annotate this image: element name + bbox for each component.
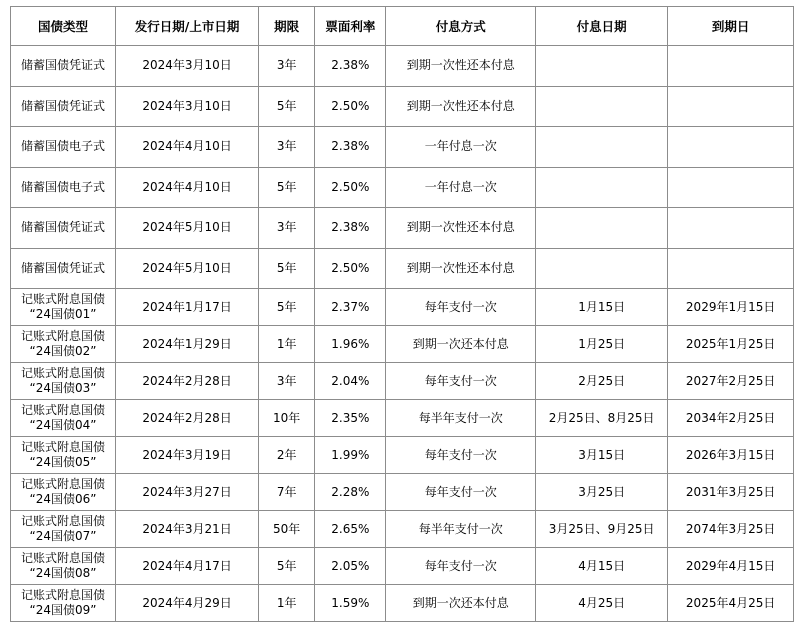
- bond-type-cell: [11, 248, 116, 289]
- issue-date-cell: 2024年4月29日: [115, 585, 258, 622]
- maturity-date-cell: [668, 86, 794, 127]
- bond-type-name: 储蓄国债凭证式: [20, 260, 105, 275]
- header-term: 期限: [259, 7, 315, 46]
- term-cell: 3年: [259, 208, 315, 249]
- bond-type-name: 记账式附息国债: [20, 514, 105, 528]
- issue-date-cell: 2024年2月28日: [115, 400, 258, 437]
- bond-type-name: 记账式附息国债: [20, 440, 105, 454]
- bond-short-name: “24国债09”: [29, 603, 97, 617]
- payment-method-cell: 到期一次性还本付息: [386, 208, 536, 249]
- payment-method-cell: 每年支付一次: [386, 548, 536, 585]
- bond-short-name: “24国债05”: [29, 455, 97, 469]
- table-row: [11, 248, 794, 289]
- table-row: [11, 326, 794, 363]
- coupon-rate-cell: 2.50%: [315, 167, 386, 208]
- bond-type-name: 记账式附息国债: [20, 477, 105, 491]
- coupon-rate-cell: 2.38%: [315, 46, 386, 87]
- bond-type-name: 记账式附息国债: [20, 403, 105, 417]
- table-row: [11, 289, 794, 326]
- term-cell: 1年: [259, 585, 315, 622]
- table-row: [11, 86, 794, 127]
- payment-date-cell: 4月15日: [536, 548, 668, 585]
- bond-short-name: “24国债02”: [29, 344, 97, 358]
- bond-short-name: “24国债06”: [29, 492, 97, 506]
- header-maturity-date: 到期日: [668, 7, 794, 46]
- term-cell: 5年: [259, 548, 315, 585]
- term-cell: 50年: [259, 511, 315, 548]
- coupon-rate-cell: 1.99%: [315, 437, 386, 474]
- bond-short-name: “24国债01”: [29, 307, 97, 321]
- bond-type-cell: [11, 548, 116, 585]
- payment-method-cell: 每年支付一次: [386, 363, 536, 400]
- bond-type-cell: [11, 511, 116, 548]
- table-row: [11, 167, 794, 208]
- maturity-date-cell: 2025年1月25日: [668, 326, 794, 363]
- term-cell: 10年: [259, 400, 315, 437]
- maturity-date-cell: [668, 208, 794, 249]
- issue-date-cell: 2024年3月10日: [115, 86, 258, 127]
- bond-type-name: 储蓄国债凭证式: [20, 98, 105, 113]
- issue-date-cell: 2024年5月10日: [115, 208, 258, 249]
- maturity-date-cell: 2031年3月25日: [668, 474, 794, 511]
- payment-date-cell: 2月25日: [536, 363, 668, 400]
- term-cell: 5年: [259, 167, 315, 208]
- maturity-date-cell: [668, 167, 794, 208]
- issue-date-cell: 2024年5月10日: [115, 248, 258, 289]
- payment-date-cell: 1月15日: [536, 289, 668, 326]
- payment-date-cell: 2月25日、8月25日: [536, 400, 668, 437]
- term-cell: 1年: [259, 326, 315, 363]
- maturity-date-cell: [668, 248, 794, 289]
- term-cell: 3年: [259, 46, 315, 87]
- maturity-date-cell: 2074年3月25日: [668, 511, 794, 548]
- table-row: [11, 437, 794, 474]
- coupon-rate-cell: 2.35%: [315, 400, 386, 437]
- bond-short-name: “24国债07”: [29, 529, 97, 543]
- payment-method-cell: 一年付息一次: [386, 167, 536, 208]
- bond-type-name: 记账式附息国债: [20, 292, 105, 306]
- header-issue-date: 发行日期/上市日期: [115, 7, 258, 46]
- table-row: [11, 474, 794, 511]
- bond-type-cell: [11, 585, 116, 622]
- bond-type-cell: [11, 127, 116, 168]
- bond-type-cell: [11, 289, 116, 326]
- payment-method-cell: 每年支付一次: [386, 289, 536, 326]
- payment-method-cell: 到期一次性还本付息: [386, 86, 536, 127]
- payment-date-cell: [536, 208, 668, 249]
- table-row: [11, 46, 794, 87]
- table-row: [11, 363, 794, 400]
- issue-date-cell: 2024年2月28日: [115, 363, 258, 400]
- table-row: [11, 511, 794, 548]
- issue-date-cell: 2024年3月21日: [115, 511, 258, 548]
- term-cell: 7年: [259, 474, 315, 511]
- bond-short-name: “24国债08”: [29, 566, 97, 580]
- header-bond-type: 国债类型: [11, 7, 116, 46]
- bond-type-cell: [11, 437, 116, 474]
- bond-type-name: 记账式附息国债: [20, 551, 105, 565]
- bond-type-cell: [11, 326, 116, 363]
- issue-date-cell: 2024年1月17日: [115, 289, 258, 326]
- issue-date-cell: 2024年4月10日: [115, 167, 258, 208]
- issue-date-cell: 2024年4月10日: [115, 127, 258, 168]
- payment-date-cell: [536, 86, 668, 127]
- term-cell: 2年: [259, 437, 315, 474]
- issue-date-cell: 2024年3月27日: [115, 474, 258, 511]
- table-row: [11, 400, 794, 437]
- payment-date-cell: 3月15日: [536, 437, 668, 474]
- payment-date-cell: [536, 127, 668, 168]
- maturity-date-cell: 2025年4月25日: [668, 585, 794, 622]
- coupon-rate-cell: 1.96%: [315, 326, 386, 363]
- bond-type-cell: [11, 208, 116, 249]
- payment-date-cell: 3月25日: [536, 474, 668, 511]
- term-cell: 3年: [259, 127, 315, 168]
- payment-method-cell: 每半年支付一次: [386, 511, 536, 548]
- bond-type-cell: [11, 400, 116, 437]
- bond-short-name: “24国债04”: [29, 418, 97, 432]
- coupon-rate-cell: 2.38%: [315, 127, 386, 168]
- payment-date-cell: 1月25日: [536, 326, 668, 363]
- maturity-date-cell: 2029年4月15日: [668, 548, 794, 585]
- table-row: [11, 548, 794, 585]
- table-body: [11, 46, 794, 622]
- payment-date-cell: [536, 46, 668, 87]
- coupon-rate-cell: 2.28%: [315, 474, 386, 511]
- term-cell: 5年: [259, 289, 315, 326]
- table-row: [11, 208, 794, 249]
- bond-type-cell: [11, 167, 116, 208]
- header-row: [11, 7, 794, 46]
- coupon-rate-cell: 2.04%: [315, 363, 386, 400]
- maturity-date-cell: 2027年2月25日: [668, 363, 794, 400]
- coupon-rate-cell: 2.65%: [315, 511, 386, 548]
- coupon-rate-cell: 2.37%: [315, 289, 386, 326]
- coupon-rate-cell: 2.05%: [315, 548, 386, 585]
- bond-type-name: 储蓄国债凭证式: [20, 58, 105, 73]
- bond-type-name: 储蓄国债电子式: [20, 139, 105, 154]
- bond-type-name: 记账式附息国债: [20, 588, 105, 602]
- coupon-rate-cell: 2.50%: [315, 248, 386, 289]
- payment-method-cell: 每年支付一次: [386, 474, 536, 511]
- payment-method-cell: 一年付息一次: [386, 127, 536, 168]
- bond-type-cell: [11, 363, 116, 400]
- issue-date-cell: 2024年3月19日: [115, 437, 258, 474]
- bond-type-cell: [11, 86, 116, 127]
- term-cell: 3年: [259, 363, 315, 400]
- table-header: [11, 7, 794, 46]
- coupon-rate-cell: 1.59%: [315, 585, 386, 622]
- header-payment-method: 付息方式: [386, 7, 536, 46]
- table-row: [11, 585, 794, 622]
- payment-method-cell: 到期一次还本付息: [386, 326, 536, 363]
- payment-method-cell: 每年支付一次: [386, 437, 536, 474]
- bond-type-name: 记账式附息国债: [20, 366, 105, 380]
- maturity-date-cell: [668, 46, 794, 87]
- payment-method-cell: 到期一次还本付息: [386, 585, 536, 622]
- payment-method-cell: 到期一次性还本付息: [386, 46, 536, 87]
- term-cell: 5年: [259, 248, 315, 289]
- payment-date-cell: [536, 248, 668, 289]
- maturity-date-cell: 2029年1月15日: [668, 289, 794, 326]
- issue-date-cell: 2024年4月17日: [115, 548, 258, 585]
- bond-table-container: [10, 6, 794, 622]
- payment-method-cell: 到期一次性还本付息: [386, 248, 536, 289]
- issue-date-cell: 2024年3月10日: [115, 46, 258, 87]
- payment-date-cell: 4月25日: [536, 585, 668, 622]
- bond-type-name: 储蓄国债电子式: [20, 179, 105, 194]
- term-cell: 5年: [259, 86, 315, 127]
- coupon-rate-cell: 2.38%: [315, 208, 386, 249]
- maturity-date-cell: 2026年3月15日: [668, 437, 794, 474]
- maturity-date-cell: 2034年2月25日: [668, 400, 794, 437]
- coupon-rate-cell: 2.50%: [315, 86, 386, 127]
- payment-date-cell: 3月25日、9月25日: [536, 511, 668, 548]
- bond-short-name: “24国债03”: [29, 381, 97, 395]
- header-coupon-rate: 票面利率: [315, 7, 386, 46]
- payment-method-cell: 每半年支付一次: [386, 400, 536, 437]
- bond-type-name: 储蓄国债凭证式: [20, 220, 105, 235]
- payment-date-cell: [536, 167, 668, 208]
- bond-type-cell: [11, 474, 116, 511]
- issue-date-cell: 2024年1月29日: [115, 326, 258, 363]
- bond-table: [10, 6, 794, 622]
- bond-type-name: 记账式附息国债: [20, 329, 105, 343]
- header-payment-date: 付息日期: [536, 7, 668, 46]
- bond-type-cell: [11, 46, 116, 87]
- table-row: [11, 127, 794, 168]
- maturity-date-cell: [668, 127, 794, 168]
